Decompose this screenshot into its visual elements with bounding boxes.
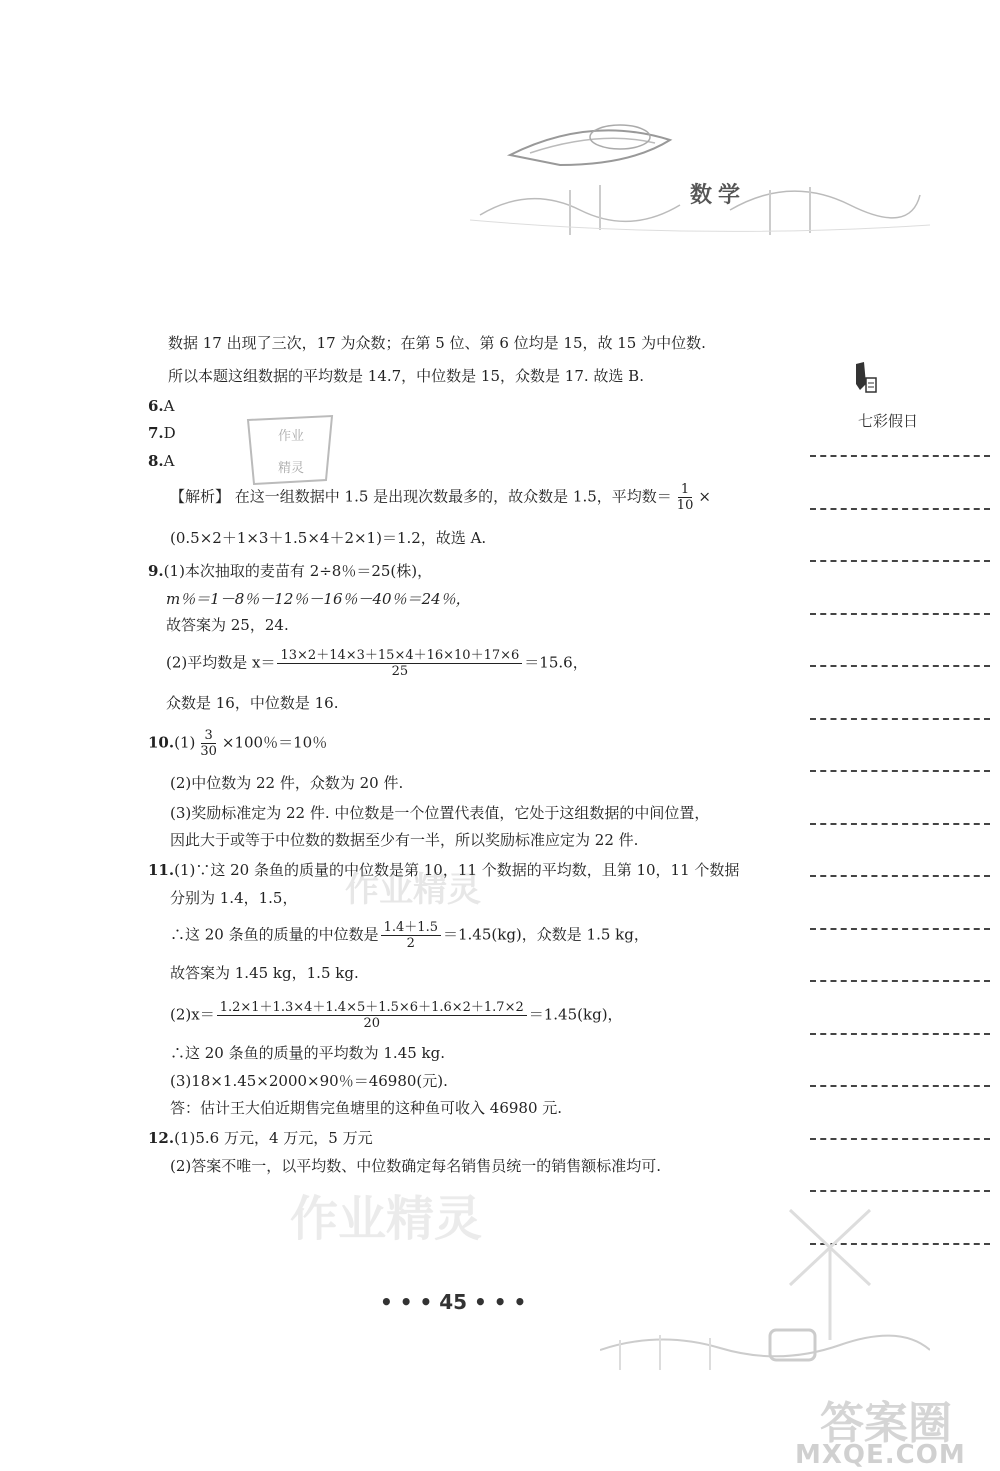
logo-text: 答案圈: [820, 1398, 952, 1449]
fraction-numerator: 3: [201, 728, 215, 744]
fraction-denominator: 20: [363, 1016, 380, 1031]
text-segment: 【解析】 在这一组数据中 1.5 是出现次数最多的，故众数是 1.5，平均数＝: [170, 487, 672, 506]
answer-text: D: [163, 424, 176, 442]
blank-line: [810, 665, 990, 667]
answer-6: [148, 393, 175, 419]
fraction: [381, 920, 441, 951]
blank-line: [810, 1085, 990, 1087]
text-line: 众数是 16，中位数是 16.: [166, 694, 339, 712]
text-line-fraction: [166, 648, 588, 679]
fraction-numerator: 13×2＋14×3＋15×4＋16×10＋17×6: [277, 648, 522, 664]
fraction: [217, 1000, 527, 1031]
pen-icon: [850, 360, 880, 400]
text-segment: (2)平均数是 x＝: [166, 653, 276, 672]
stamp-line1: 作业: [278, 429, 305, 444]
text-segment: ∴这 20 条鱼的质量的中位数是: [170, 925, 379, 944]
text-line-fraction: [170, 920, 649, 951]
watermark-text: 作业精灵: [345, 870, 481, 910]
fraction-denominator: 2: [406, 936, 415, 951]
text-line: ∴这 20 条鱼的质量的平均数为 1.45 kg.: [170, 1044, 446, 1062]
text-segment: (1): [174, 733, 196, 752]
question-number: 12.: [148, 1129, 175, 1147]
subject-title: 数学: [690, 182, 747, 208]
blank-line: [810, 560, 990, 562]
text-segment: ×100％＝10％: [221, 733, 328, 752]
text-line: 因此大于或等于中位数的数据至少有一半，所以奖励标准应定为 22 件.: [170, 831, 639, 849]
blank-line: [810, 1138, 990, 1140]
blank-line: [810, 508, 990, 510]
stamp-line2: 精灵: [278, 461, 305, 476]
blank-line: [810, 980, 990, 982]
text-line: (3)奖励标准定为 22 件. 中位数是一个位置代表值，它处于这组数据的中间位置，: [170, 804, 710, 822]
stamp-watermark: [240, 410, 340, 490]
text-segment: ＝1.45(kg)，: [528, 1005, 623, 1024]
fraction-numerator: 1.4＋1.5: [381, 920, 441, 936]
blank-line: [810, 1033, 990, 1035]
text-line-fraction: [170, 482, 711, 513]
text-line: (2)答案不唯一，以平均数、中位数确定每名销售员统一的销售额标准均可.: [170, 1157, 662, 1175]
text-line: (3)18×1.45×2000×90％＝46980(元).: [170, 1072, 448, 1090]
text-segment: ＝1.45(kg)，众数是 1.5 kg，: [442, 925, 649, 944]
question-number: 10.: [148, 733, 175, 752]
text-line: (0.5×2＋1×3＋1.5×4＋2×1)＝1.2，故选 A.: [170, 529, 487, 547]
text-line: 故答案为 1.45 kg，1.5 kg.: [170, 964, 359, 982]
blank-line: [810, 770, 990, 772]
answer-text: A: [163, 397, 175, 415]
text-line: 数据 17 出现了三次，17 为众数；在第 5 位、第 6 位均是 15，故 15 为中位数.: [168, 334, 706, 352]
question-number: 7.: [148, 424, 164, 442]
page-number: • • • 45 • • •: [380, 1290, 527, 1314]
blank-line: [810, 718, 990, 720]
answer-10: [148, 728, 327, 759]
answer-9: [148, 558, 432, 584]
brand-label: 七彩假日: [858, 412, 919, 430]
question-number: 11.: [148, 861, 175, 879]
footer-decoration: [600, 1200, 930, 1380]
blank-line: [810, 455, 990, 457]
answer-7: [148, 420, 176, 446]
fraction: [277, 648, 522, 679]
answer-text: (1)5.6 万元，4 万元，5 万元: [174, 1129, 373, 1147]
site-url-watermark: MXQE.COM: [795, 1440, 966, 1470]
question-number: 8.: [148, 452, 164, 470]
blank-line: [810, 875, 990, 877]
text-line: m％＝1－8％－12％－16％－40％＝24％，: [166, 590, 471, 608]
watermark-text: 作业精灵: [290, 1191, 483, 1247]
fraction-denominator: 25: [391, 664, 409, 679]
text-line-fraction: [170, 1000, 623, 1031]
text-segment: ＝15.6，: [524, 653, 588, 672]
text-segment: (2)x＝: [170, 1005, 215, 1024]
blank-line: [810, 928, 990, 930]
blank-line: [810, 823, 990, 825]
fraction-numerator: 1.2×1＋1.3×4＋1.4×5＋1.5×6＋1.6×2＋1.7×2: [217, 1000, 527, 1016]
answer-text: (1)∵这 20 条鱼的质量的中位数是第 10，11 个数据的平均数，且第 10，11 个数据: [174, 861, 740, 879]
fraction-denominator: 30: [200, 744, 217, 759]
answer-text: (1)本次抽取的麦苗有 2÷8％＝25(株)，: [163, 562, 433, 580]
text-line: 故答案为 25，24.: [166, 616, 289, 634]
text-line: 所以本题这组数据的平均数是 14.7，中位数是 15，众数是 17. 故选 B.: [168, 367, 644, 385]
question-number: 9.: [148, 562, 164, 580]
question-number: 6.: [148, 397, 164, 415]
blank-line: [810, 1190, 990, 1192]
fraction: [197, 728, 220, 759]
blank-line: [810, 613, 990, 615]
answer-12: [148, 1125, 373, 1151]
fraction-denominator: 10: [676, 498, 694, 513]
fraction: [674, 482, 697, 513]
answer-8: [148, 448, 175, 474]
text-line: (2)中位数为 22 件，众数为 20 件.: [170, 774, 404, 792]
text-segment: ×: [698, 487, 711, 506]
answer-text: A: [163, 452, 175, 470]
text-line: 分别为 1.4，1.5，: [170, 889, 298, 907]
text-line: 答：估计王大伯近期售完鱼塘里的这种鱼可收入 46980 元.: [170, 1099, 563, 1117]
fraction-numerator: 1: [678, 482, 692, 498]
